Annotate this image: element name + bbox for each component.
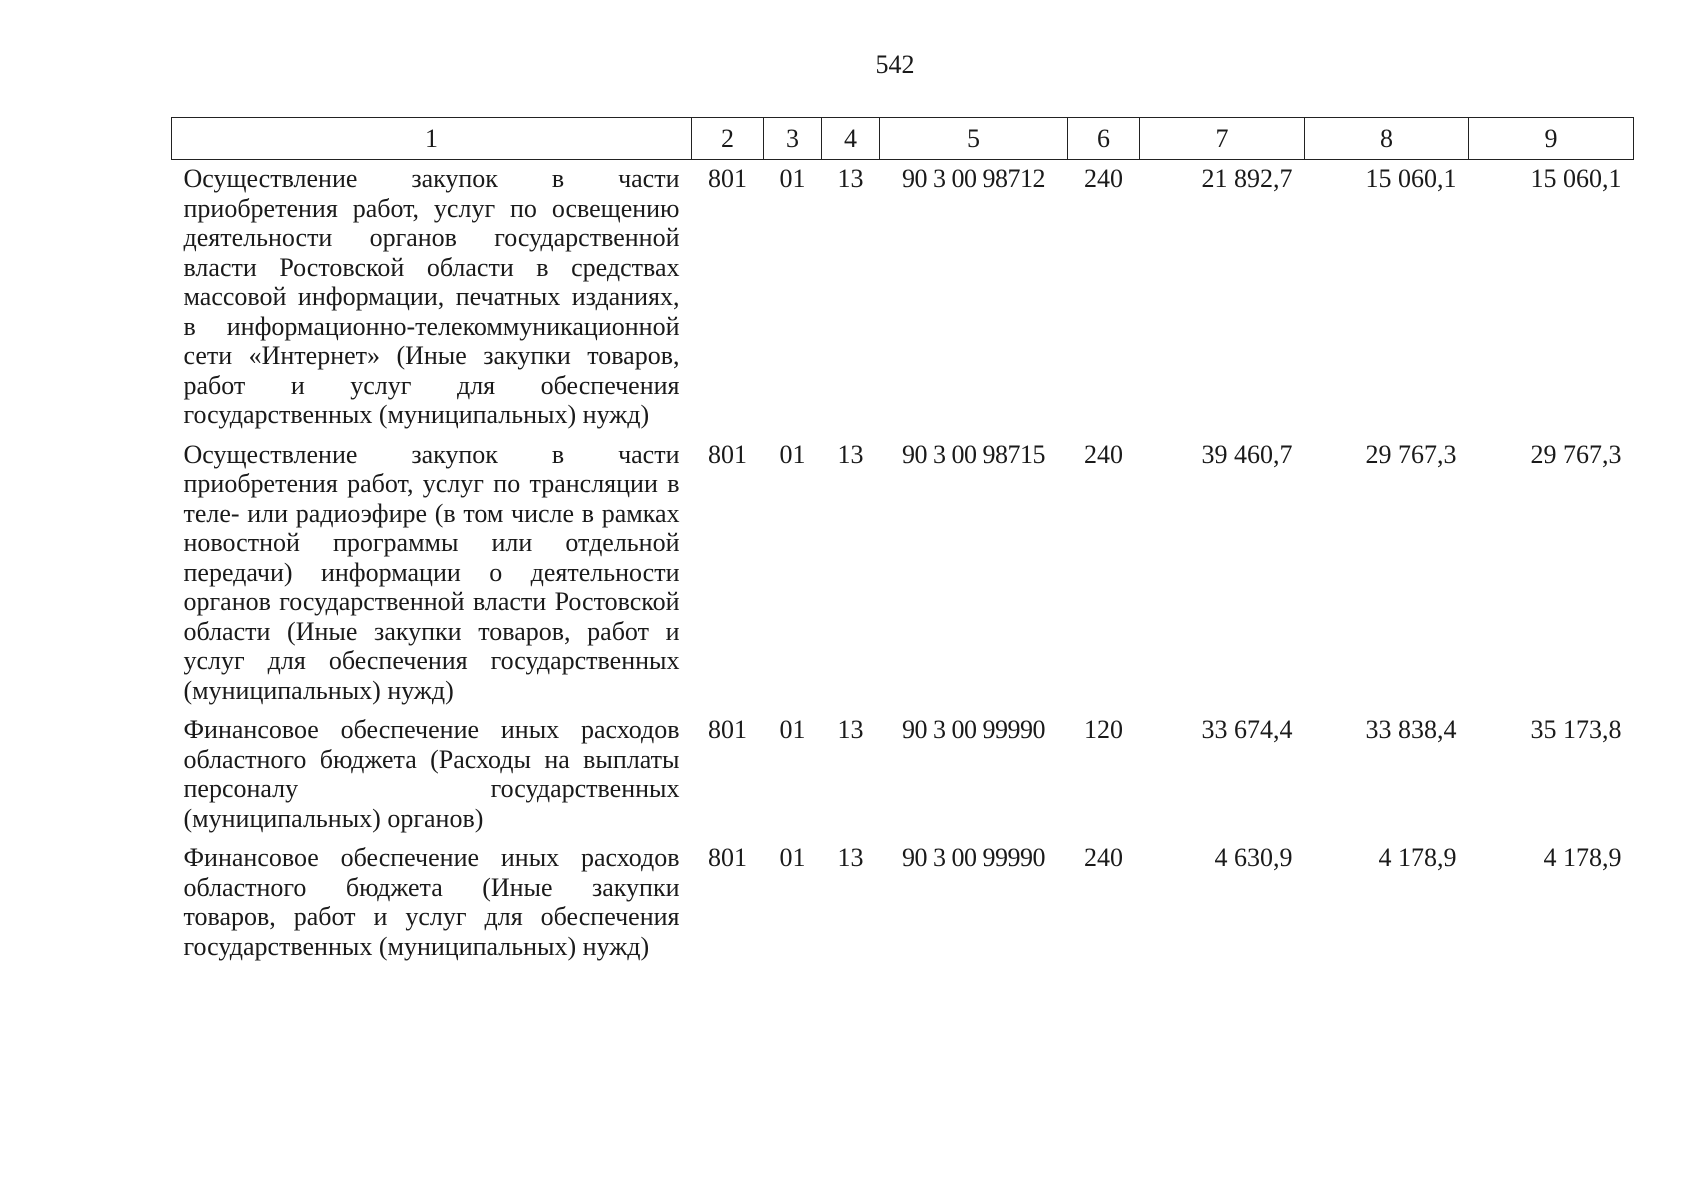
expense-type-cell: 120 [1084, 715, 1123, 744]
table-row [172, 843, 1634, 971]
target-article-cell: 90 3 00 98715 [902, 439, 1045, 469]
section-cell: 01 [779, 164, 806, 193]
description-cell: Финансовое обеспечение иных расходов областного бюджета (Иные закупки товаров, работ и услуг для обеспечения государственных (муниципальных) нужд) [183, 843, 680, 961]
amount-cell: 29 767,3 [1530, 439, 1622, 469]
header-cell: 8 [1305, 118, 1469, 160]
header-cell: 2 [692, 118, 764, 160]
header-cell: 6 [1068, 118, 1140, 160]
ministry-code-cell: 801 [708, 715, 747, 744]
subsection-cell: 13 [837, 439, 864, 469]
header-cell: 7 [1140, 118, 1305, 160]
expense-type-cell: 240 [1084, 164, 1123, 193]
amount-cell: 35 173,8 [1530, 715, 1622, 744]
amount-cell: 15 060,1 [1530, 164, 1622, 193]
amount-cell: 33 838,4 [1365, 715, 1457, 744]
section-cell: 01 [779, 843, 806, 872]
budget-table [171, 117, 1634, 971]
subsection-cell: 13 [837, 715, 864, 744]
expense-type-cell: 240 [1084, 439, 1123, 469]
ministry-code-cell: 801 [708, 439, 747, 469]
expense-type-cell: 240 [1084, 843, 1123, 872]
target-article-cell: 90 3 00 99990 [902, 843, 1045, 872]
amount-cell: 4 178,9 [1543, 843, 1622, 872]
header-cell: 5 [880, 118, 1068, 160]
table-body [172, 160, 1634, 972]
ministry-code-cell: 801 [708, 843, 747, 872]
table-row [172, 440, 1634, 716]
header-cell: 4 [822, 118, 880, 160]
section-cell: 01 [779, 715, 806, 744]
amount-cell: 4 630,9 [1214, 843, 1293, 872]
target-article-cell: 90 3 00 99990 [902, 715, 1045, 744]
subsection-cell: 13 [837, 843, 864, 872]
amount-cell: 15 060,1 [1365, 164, 1457, 193]
amount-cell: 29 767,3 [1365, 439, 1457, 469]
amount-cell: 39 460,7 [1201, 439, 1293, 469]
header-cell: 1 [172, 118, 692, 160]
table-header [172, 118, 1634, 160]
amount-cell: 33 674,4 [1201, 715, 1293, 744]
header-cell: 3 [764, 118, 822, 160]
amount-cell: 21 892,7 [1201, 164, 1293, 193]
description-cell: Осуществление закупок в части приобретения работ, услуг по трансляции в теле- или радиоэфире (в том числе в рамках новостной программы или отдельной передачи) информации о деятельности органов государственной власти Ростовской области (Иные закупки товаров, работ и услуг для обеспечения государственных (муниципальных) нужд) [183, 439, 680, 705]
table-row [172, 160, 1634, 440]
section-cell: 01 [779, 439, 806, 469]
ministry-code-cell: 801 [708, 164, 747, 193]
subsection-cell: 13 [837, 164, 864, 193]
target-article-cell: 90 3 00 98712 [902, 164, 1045, 193]
description-cell: Осуществление закупок в части приобретения работ, услуг по освещению деятельности органов государственной власти Ростовской области в средствах массовой информации, печатных изданиях, в информационно-телекоммуникационной сети «Интернет» (Иные закупки товаров, работ и услуг для обеспечения государственных (муниципальных) нужд) [183, 164, 680, 429]
table-row [172, 715, 1634, 843]
header-cell: 9 [1469, 118, 1634, 160]
description-cell: Финансовое обеспечение иных расходов областного бюджета (Расходы на выплаты персоналу государственных (муниципальных) органов) [183, 715, 680, 833]
amount-cell: 4 178,9 [1378, 843, 1457, 872]
page-number: 542 [875, 50, 915, 79]
header-row [172, 118, 1634, 160]
